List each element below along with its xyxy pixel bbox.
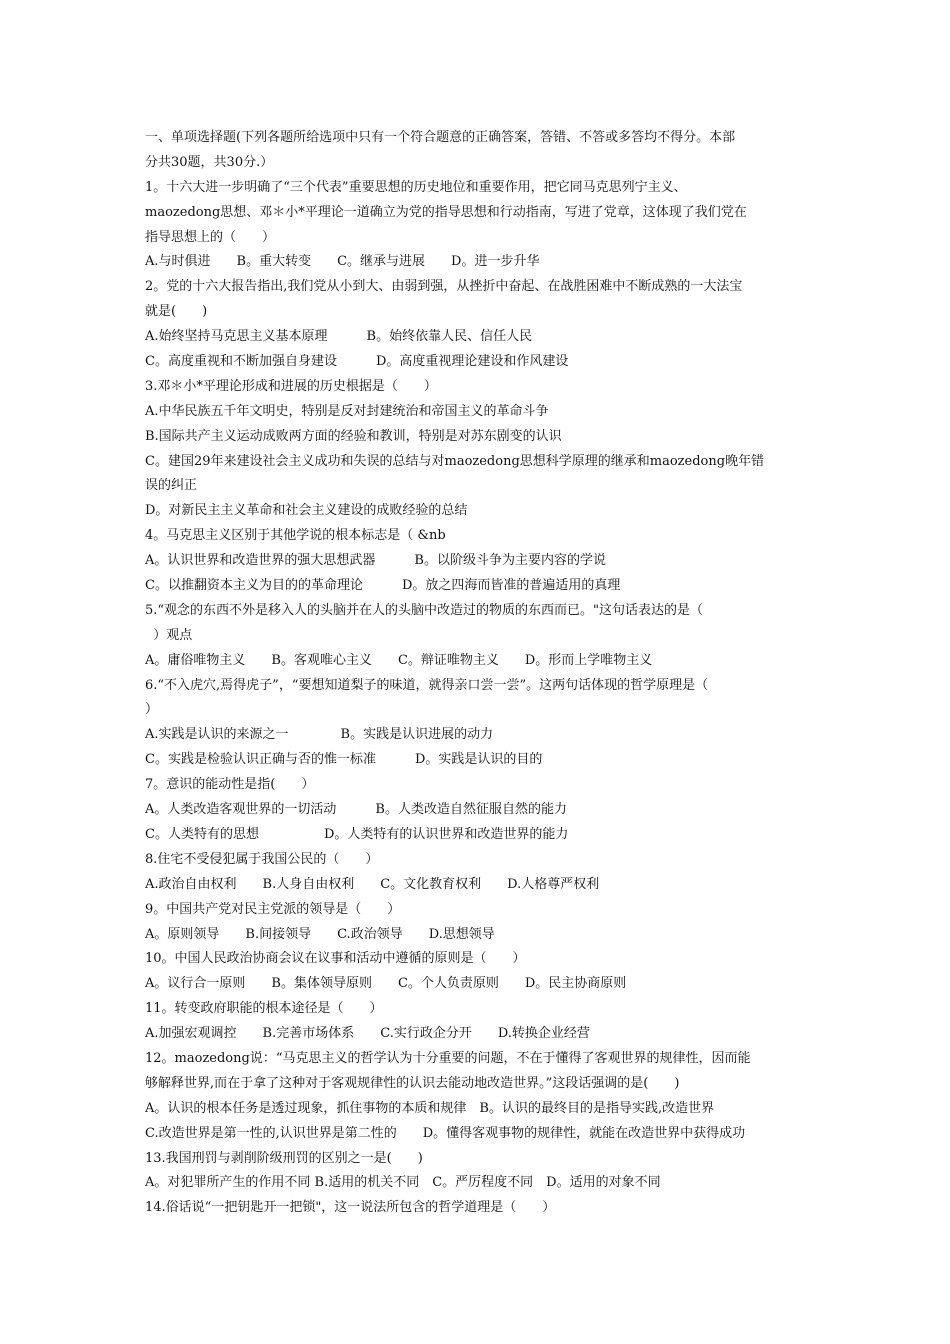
question-1-cont: 指导思想上的（ ） [145, 229, 276, 245]
question-13-options: A。对犯罪所产生的作用不同 B.适用的机关不同 C。严厉程度不同 D。适用的对象不同 [145, 1175, 661, 1191]
question-1: 1。十六大进一步明确了“三个代表”重要思想的历史地位和重要作用，把它同马克思列宁主义、 [145, 179, 687, 195]
question-4-options: C。以推翻资本主义为目的的革命理论 D。放之四海而皆准的普遍适用的真理 [145, 578, 621, 594]
question-10-options: A。议行合一原则 B。集体领导原则 C。个人负责原则 D。民主协商原则 [145, 976, 627, 992]
question-13: 13.我国刑罚与剥削阶级刑罚的区别之一是( ) [145, 1150, 423, 1166]
question-9-options: A。原则领导 B.间接领导 C.政治领导 D.思想领导 [145, 926, 495, 942]
question-12-options: A。认识的根本任务是透过现象，抓住事物的本质和规律 B。认识的最终目的是指导实践,改造世界 [145, 1100, 715, 1116]
question-3-option: A.中华民族五千年文明史，特别是反对封建统治和帝国主义的革命斗争 [145, 403, 549, 419]
question-2-options: C。高度重视和不断加强自身建设 D。高度重视理论建设和作风建设 [145, 354, 569, 370]
question-1-cont: maozedong思想、邓＊小*平理论一道确立为党的指导思想和行动指南，写进了党章，这体现了我们党在 [145, 204, 747, 220]
question-9: 9。中国共产党对民主党派的领导是（ ） [145, 901, 401, 917]
question-12: 12。maozedong说：“马克思主义的哲学认为十分重要的问题，不在于懂得了客观世界的规律性，因而能 [145, 1050, 751, 1066]
question-2-cont: 就是( ) [145, 304, 208, 320]
question-8-options: A.政治自由权利 B.人身自由权利 C。文化教育权利 D.人格尊严权利 [145, 876, 600, 892]
question-2: 2。党的十六大报告指出,我们党从小到大、由弱到强，从挫折中奋起、在战胜困难中不断成熟的一大法宝 [145, 279, 743, 295]
question-6-options: A.实践是认识的来源之一 B。实践是认识进展的动力 [145, 727, 494, 743]
question-7: 7。意识的能动性是指( ） [145, 777, 315, 793]
question-12-cont: 够解释世界,而在于拿了这种对于客观规律性的认识去能动地改造世界。”这段话强调的是( ) [145, 1075, 680, 1091]
question-4-options: A。认识世界和改造世界的强大思想武器 B。以阶级斗争为主要内容的学说 [145, 553, 606, 569]
question-6: 6.“不入虎穴,焉得虎子”，“要想知道梨子的味道，就得亲口尝一尝”。这两句话体现的哲学原理是（ [145, 677, 709, 693]
question-1-options: A.与时俱进 B。重大转变 C。继承与进展 D。进一步升华 [145, 254, 540, 270]
question-5-cont: ）观点 [145, 627, 193, 643]
question-7-options: C。人类特有的思想 D。人类特有的认识世界和改造世界的能力 [145, 826, 569, 842]
question-6-options: C。实践是检验认识正确与否的惟一标准 D。实践是认识的目的 [145, 752, 543, 768]
section-heading-cont: 分共30题，共30分.） [145, 154, 274, 170]
question-3-option: B.国际共产主义运动成败两方面的经验和教训，特别是对苏东剧变的认识 [145, 428, 562, 444]
question-11-options: A.加强宏观调控 B.完善市场体系 C.实行政企分开 D.转换企业经营 [145, 1026, 590, 1042]
document-page [145, 126, 815, 1221]
question-5-options: A。庸俗唯物主义 B。客观唯心主义 C。辩证唯物主义 D。形而上学唯物主义 [145, 652, 653, 668]
question-3-option: D。对新民主主义革命和社会主义建设的成败经验的总结 [145, 503, 468, 519]
question-3-option: C。建国29年来建设社会主义成功和失误的总结与对maozedong思想科学原理的继承和maozedong晚年错 [145, 453, 765, 469]
question-14: 14.俗话说“一把钥匙开一把锁"，这一说法所包含的哲学道理是（ ） [145, 1200, 556, 1216]
question-8: 8.住宅不受侵犯属于我国公民的（ ） [145, 851, 379, 867]
question-3-option-cont: 误的纠正 [145, 478, 198, 494]
section-heading: 一、单项选择题(下列各题所给选项中只有一个符合题意的正确答案，答错、不答或多答均不得分。本部 [145, 130, 736, 145]
question-10: 10。中国人民政治协商会议在议事和活动中遵循的原则是（ ） [145, 951, 526, 967]
question-4: 4。马克思主义区别于其他学说的根本标志是（ &nb [145, 528, 446, 544]
question-2-options: A.始终坚持马克思主义基本原理 B。始终依靠人民、信任人民 [145, 329, 533, 345]
question-6-cont: ） [145, 702, 159, 718]
question-5: 5.“观念的东西不外是移入人的头脑并在人的头脑中改造过的物质的东西而已。"这句话表达的是（ [145, 602, 704, 618]
question-12-options: C.改造世界是第一性的,认识世界是第二性的 D。懂得客观事物的规律性，就能在改造世界中获得成功 [145, 1125, 746, 1141]
question-7-options: A。人类改造客观世界的一切活动 B。人类改造自然征服自然的能力 [145, 802, 567, 818]
question-11: 11。转变政府职能的根本途径是（ ） [145, 1001, 383, 1017]
question-3: 3.邓＊小*平理论形成和进展的历史根据是（ ） [145, 378, 437, 394]
